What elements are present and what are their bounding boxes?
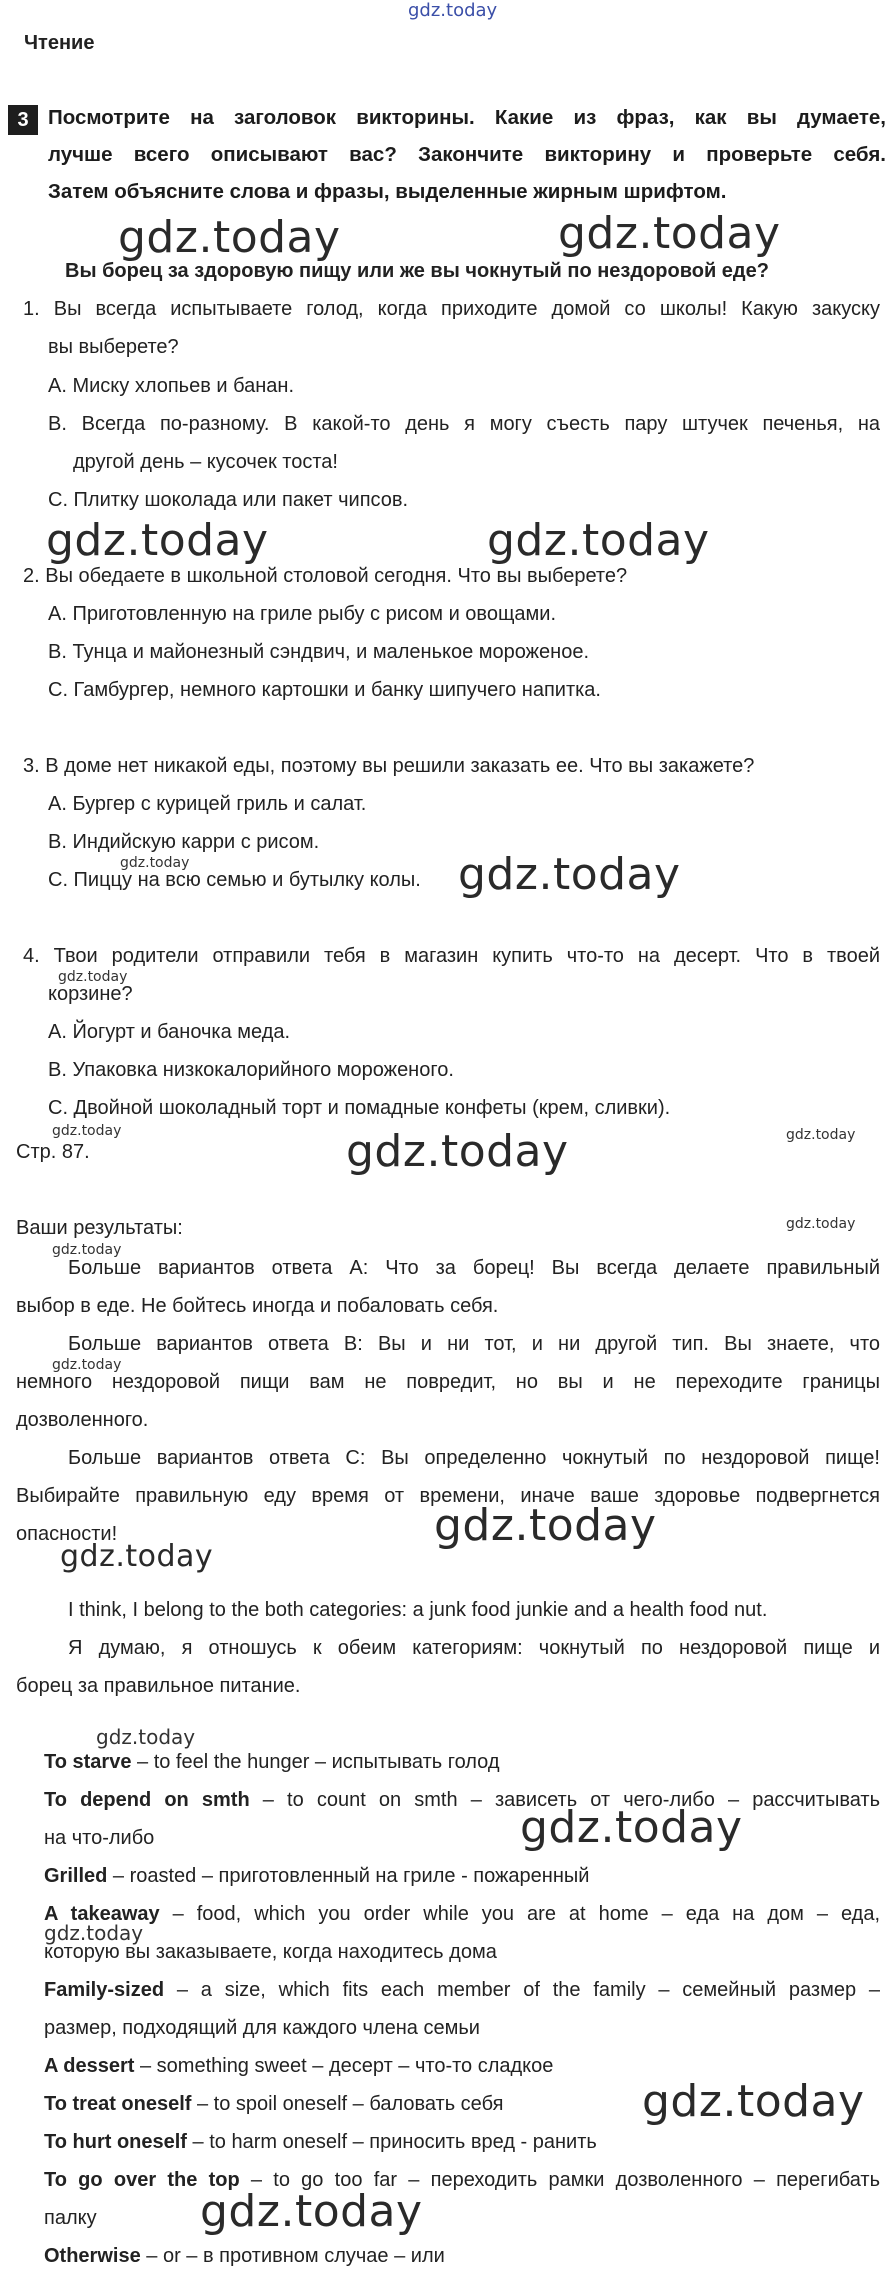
result-c-cont-1: Выбирайте правильную еду время от времени, иначе ваше здоровье подвергнется [16,1485,880,1507]
vocab-definition: – food, which you order while you are at home – еда на дом – еда, [159,1903,881,1925]
question-1-cont: вы выберете? [48,336,179,358]
vocab-item-4 [44,1901,880,1927]
q3-option-b: B. Индийскую карри с рисом. [48,831,320,853]
vocab-definition: – to harm oneself – приносить вред - ранить [186,2131,597,2153]
vocab-item-9 [44,2167,880,2193]
question-4: 4. Твои родители отправили тебя в магазин купить что-то на десерт. Что в твоей [23,945,880,967]
watermark-small: gdz.today [52,1242,122,1258]
vocab-definition: – to spoil oneself – баловать себя [191,2093,504,2115]
q1-option-c: C. Плитку шоколада или пакет чипсов. [48,489,409,511]
q4-option-b: B. Упаковка низкокалорийного мороженого. [48,1059,454,1081]
watermark: gdz.today [520,1802,743,1853]
watermark: gdz.today [118,212,341,263]
vocab-item-8 [44,2129,597,2155]
watermark: gdz.today [200,2186,423,2237]
vocab-term: Grilled [44,1865,108,1887]
result-b: Больше вариантов ответа B: Вы и ни тот, и ни другой тип. Вы знаете, что [68,1333,880,1355]
question-4-cont: корзине? [48,983,133,1005]
vocab-term: To treat oneself [44,2093,192,2115]
watermark-small: gdz.today [52,1123,122,1139]
result-a-cont: выбор в еде. Не бойтесь иногда и побаловать себя. [16,1295,499,1317]
russian-answer-cont: борец за правильное питание. [16,1675,301,1697]
q3-option-c: C. Пиццу на всю семью и бутылку колы. [48,869,421,891]
vocab-term: Family-sized [44,1979,165,2001]
vocab-term: To go over the top [44,2169,240,2191]
quiz-title: Вы борец за здоровую пищу или же вы чокнутый по нездоровой еде? [65,260,769,282]
page-reference: Стр. 87. [16,1141,90,1163]
watermark-small: gdz.today [58,969,128,985]
watermark: gdz.today [346,1126,569,1177]
vocab-item-5 [44,1977,880,2003]
q2-option-c: C. Гамбургер, немного картошки и банку шипучего напитка. [48,679,601,701]
watermark-top: gdz.today [408,0,498,21]
vocab-item-4-cont: которую вы заказываете, когда находитесь дома [44,1941,497,1963]
instruction-line-1: Посмотрите на заголовок викторины. Какие из фраз, как вы думаете, [48,106,886,129]
vocab-definition: – or – в противном случае – или [140,2245,445,2267]
english-answer: I think, I belong to the both categories: a junk food junkie and a health food nut. [68,1599,768,1621]
watermark-small: gdz.today [786,1216,856,1232]
q4-option-a: A. Йогурт и баночка меда. [48,1021,291,1043]
vocab-item-2 [44,1787,880,1813]
watermark: gdz.today [46,515,269,566]
vocab-item-3 [44,1863,589,1889]
q4-option-c: C. Двойной шоколадный торт и помадные конфеты (крем, сливки). [48,1097,671,1119]
vocab-item-5-cont: размер, подходящий для каждого члена семьи [44,2017,480,2039]
vocab-term: A takeaway [44,1903,160,1925]
result-c: Больше вариантов ответа C: Вы определенно чокнутый по нездоровой пище! [68,1447,880,1469]
exercise-number: 3 [8,105,38,135]
q1-option-a: A. Миску хлопьев и банан. [48,375,295,397]
watermark-small: gdz.today [96,1725,196,1749]
watermark-small: gdz.today [120,855,190,871]
question-2: 2. Вы обедаете в школьной столовой сегодня. Что вы выберете? [23,565,628,587]
result-b-cont-1: немного нездоровой пищи вам не повредит, но вы и не переходите границы [16,1371,880,1393]
vocab-item-7 [44,2091,503,2117]
vocab-definition: – to feel the hunger – испытывать голод [131,1751,500,1773]
watermark: gdz.today [458,849,681,900]
vocab-item-1 [44,1749,500,1775]
instruction-line-2: лучше всего описывают вас? Закончите викторину и проверьте себя. [48,143,886,166]
vocab-term: Otherwise [44,2245,141,2267]
results-title: Ваши результаты: [16,1217,183,1239]
vocab-item-10 [44,2243,445,2269]
watermark: gdz.today [434,1500,657,1551]
vocab-item-2-cont: на что-либо [44,1827,155,1849]
watermark: gdz.today [487,515,710,566]
watermark-small: gdz.today [52,1357,122,1373]
watermark: gdz.today [60,1539,214,1574]
q1-option-b-cont: другой день – кусочек тоста! [73,451,338,473]
vocab-definition: – a size, which fits each member of the family – семейный размер – [164,1979,880,2001]
q2-option-a: A. Приготовленную на гриле рыбу с рисом и овощами. [48,603,556,625]
result-c-cont-2: опасности! [16,1523,118,1545]
watermark: gdz.today [558,208,781,259]
vocab-definition: – roasted – приготовленный на гриле - пожаренный [107,1865,590,1887]
q2-option-b: B. Тунца и майонезный сэндвич, и маленькое мороженое. [48,641,590,663]
vocab-term: A dessert [44,2055,135,2077]
result-b-cont-2: дозволенного. [16,1409,149,1431]
vocab-item-6 [44,2053,553,2079]
q3-option-a: A. Бургер с курицей гриль и салат. [48,793,367,815]
q1-option-b: B. Всегда по-разному. В какой-то день я могу съесть пару штучек печенья, на [48,413,880,435]
watermark: gdz.today [642,2076,865,2127]
vocab-item-9-cont: палку [44,2207,97,2229]
section-title: Чтение [24,32,95,54]
result-a: Больше вариантов ответа A: Что за борец! Вы всегда делаете правильный [68,1257,880,1279]
vocab-definition: – to go too far – переходить рамки дозволенного – перегибать [239,2169,880,2191]
russian-answer: Я думаю, я отношусь к обеим категориям: чокнутый по нездоровой пище и [68,1637,880,1659]
vocab-term: To hurt oneself [44,2131,187,2153]
watermark-small: gdz.today [44,1921,144,1945]
instruction-line-3: Затем объясните слова и фразы, выделенные жирным шрифтом. [48,180,727,203]
watermark-small: gdz.today [786,1127,856,1143]
vocab-definition: – something sweet – десерт – что-то сладкое [134,2055,554,2077]
vocab-term: To starve [44,1751,132,1773]
vocab-definition: – to count on smth – зависеть от чего-либо – рассчитывать [249,1789,881,1811]
question-3: 3. В доме нет никакой еды, поэтому вы решили заказать ее. Что вы закажете? [23,755,755,777]
vocab-term: To depend on smth [44,1789,250,1811]
question-1: 1. Вы всегда испытываете голод, когда приходите домой со школы! Какую закуску [23,298,880,320]
